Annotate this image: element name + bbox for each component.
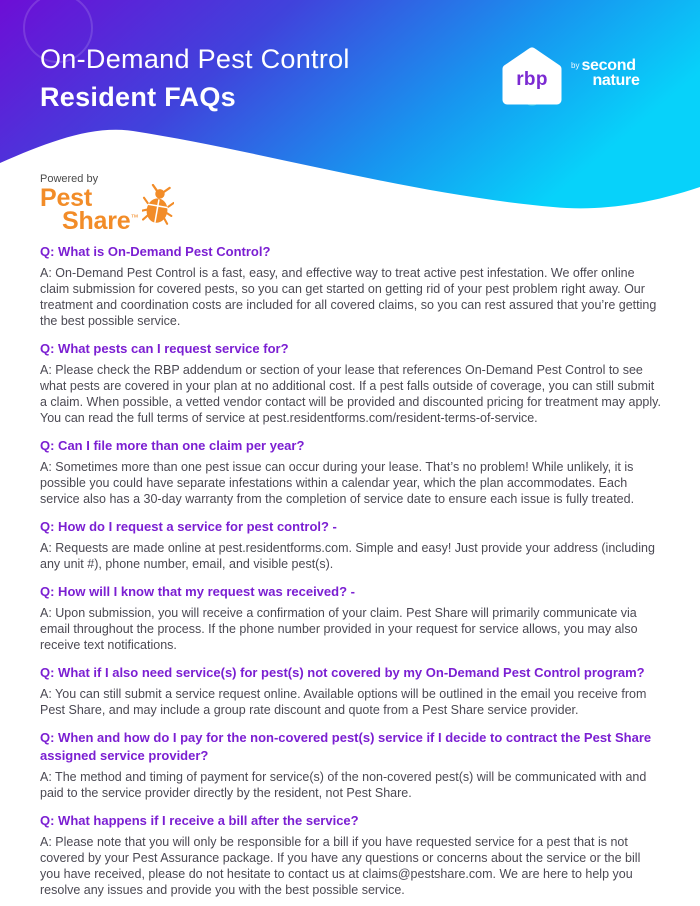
faq-item (40, 243, 662, 329)
faq-question: Q: How do I request a service for pest control? - (40, 519, 337, 534)
powered-by-label: Powered by (40, 173, 99, 185)
faq-item (40, 518, 662, 572)
trademark-symbol: ™ (130, 213, 139, 222)
rbp-logo-text: rbp (516, 69, 548, 90)
faq-question: Q: How will I know that my request was received? - (40, 584, 355, 599)
faq-item (40, 664, 662, 718)
faq-item (40, 437, 662, 507)
pest-share-word1: Pest (40, 184, 93, 212)
pest-share-word2: Share (62, 207, 131, 235)
faq-question: Q: What pests can I request service for? (40, 341, 289, 356)
faq-answer: A: Upon submission, you will receive a confirmation of your claim. Pest Share will primarily communicate via email throughout the process. If the phone number provided in your request for service allows, you may also receive text notifications. (40, 606, 638, 652)
page-title-line2: Resident FAQs (40, 82, 236, 112)
second-nature-logo (571, 58, 640, 88)
rbp-logo (500, 45, 564, 109)
second-nature-line1: second (581, 57, 636, 74)
faq-question: Q: What if I also need service(s) for pest(s) not covered by my On-Demand Pest Control program? (40, 665, 645, 680)
faq-item (40, 583, 662, 653)
second-nature-wordmark (581, 58, 639, 88)
second-nature-by-label: by (571, 61, 580, 70)
faq-list (40, 243, 662, 898)
faq-answer: A: On-Demand Pest Control is a fast, easy, and effective way to treat active pest infestation. We offer online claim submission for covered pests, so you can get started on getting rid of your pest problem right away. Our treatment and coordination costs are included for all covered claims, so you can rest assured that you’re getting the best possible service. (40, 266, 657, 328)
faq-item (40, 812, 662, 898)
bug-icon (142, 184, 174, 226)
faq-answer: A: Please note that you will only be responsible for a bill if you have requested service for a pest that is not covered by your Pest Assurance package. If you have any questions or concerns about the service or the bill you have received, please do not hesitate to contact us at claims@pestshare.com. We are here to help you resolve any issues and provide you with the best possible service. (40, 835, 641, 897)
faq-answer: A: Sometimes more than one pest issue can occur during your lease. That’s no problem! While unlikely, it is possible you could have separate infestations within a calendar year, which the plan accommodates. Each service also has a 30-day warranty from the completion of service date to ensure each issue is fully treated. (40, 460, 635, 506)
second-nature-line2: nature (592, 72, 640, 89)
faq-answer: A: The method and timing of payment for service(s) of the non-covered pest(s) will be communicated with and paid to the service provider directly by the resident, not Pest Share. (40, 770, 647, 800)
faq-question: Q: Can I file more than one claim per year? (40, 438, 305, 453)
pest-share-logo-block (40, 173, 174, 233)
faq-answer: A: Please check the RBP addendum or section of your lease that references On-Demand Pest Control to see what pests are covered in your plan at no additional cost. If a pest falls outside of coverage, you can still submit a claim. When possible, a vetted vendor contact will be provided and discounted pricing for treatment may apply. You can read the full terms of service at pest.residentforms.com/resident-terms-of-service. (40, 363, 661, 425)
page-title (40, 40, 350, 116)
faq-question: Q: When and how do I pay for the non-covered pest(s) service if I decide to contract the Pest Share assigned service provider? (40, 730, 652, 763)
faq-answer: A: Requests are made online at pest.residentforms.com. Simple and easy! Just provide your address (including any unit #), phone number, email, and visible pest(s). (40, 541, 655, 571)
faq-question: Q: What happens if I receive a bill after the service? (40, 813, 359, 828)
faq-question: Q: What is On-Demand Pest Control? (40, 244, 271, 259)
faq-item (40, 729, 662, 801)
faq-answer: A: You can still submit a service request online. Available options will be outlined in the email you receive from Pest Share, and may include a group rate discount and quote from a Pest Share service provider. (40, 687, 647, 717)
faq-item (40, 340, 662, 426)
page-title-line1: On-Demand Pest Control (40, 44, 350, 74)
